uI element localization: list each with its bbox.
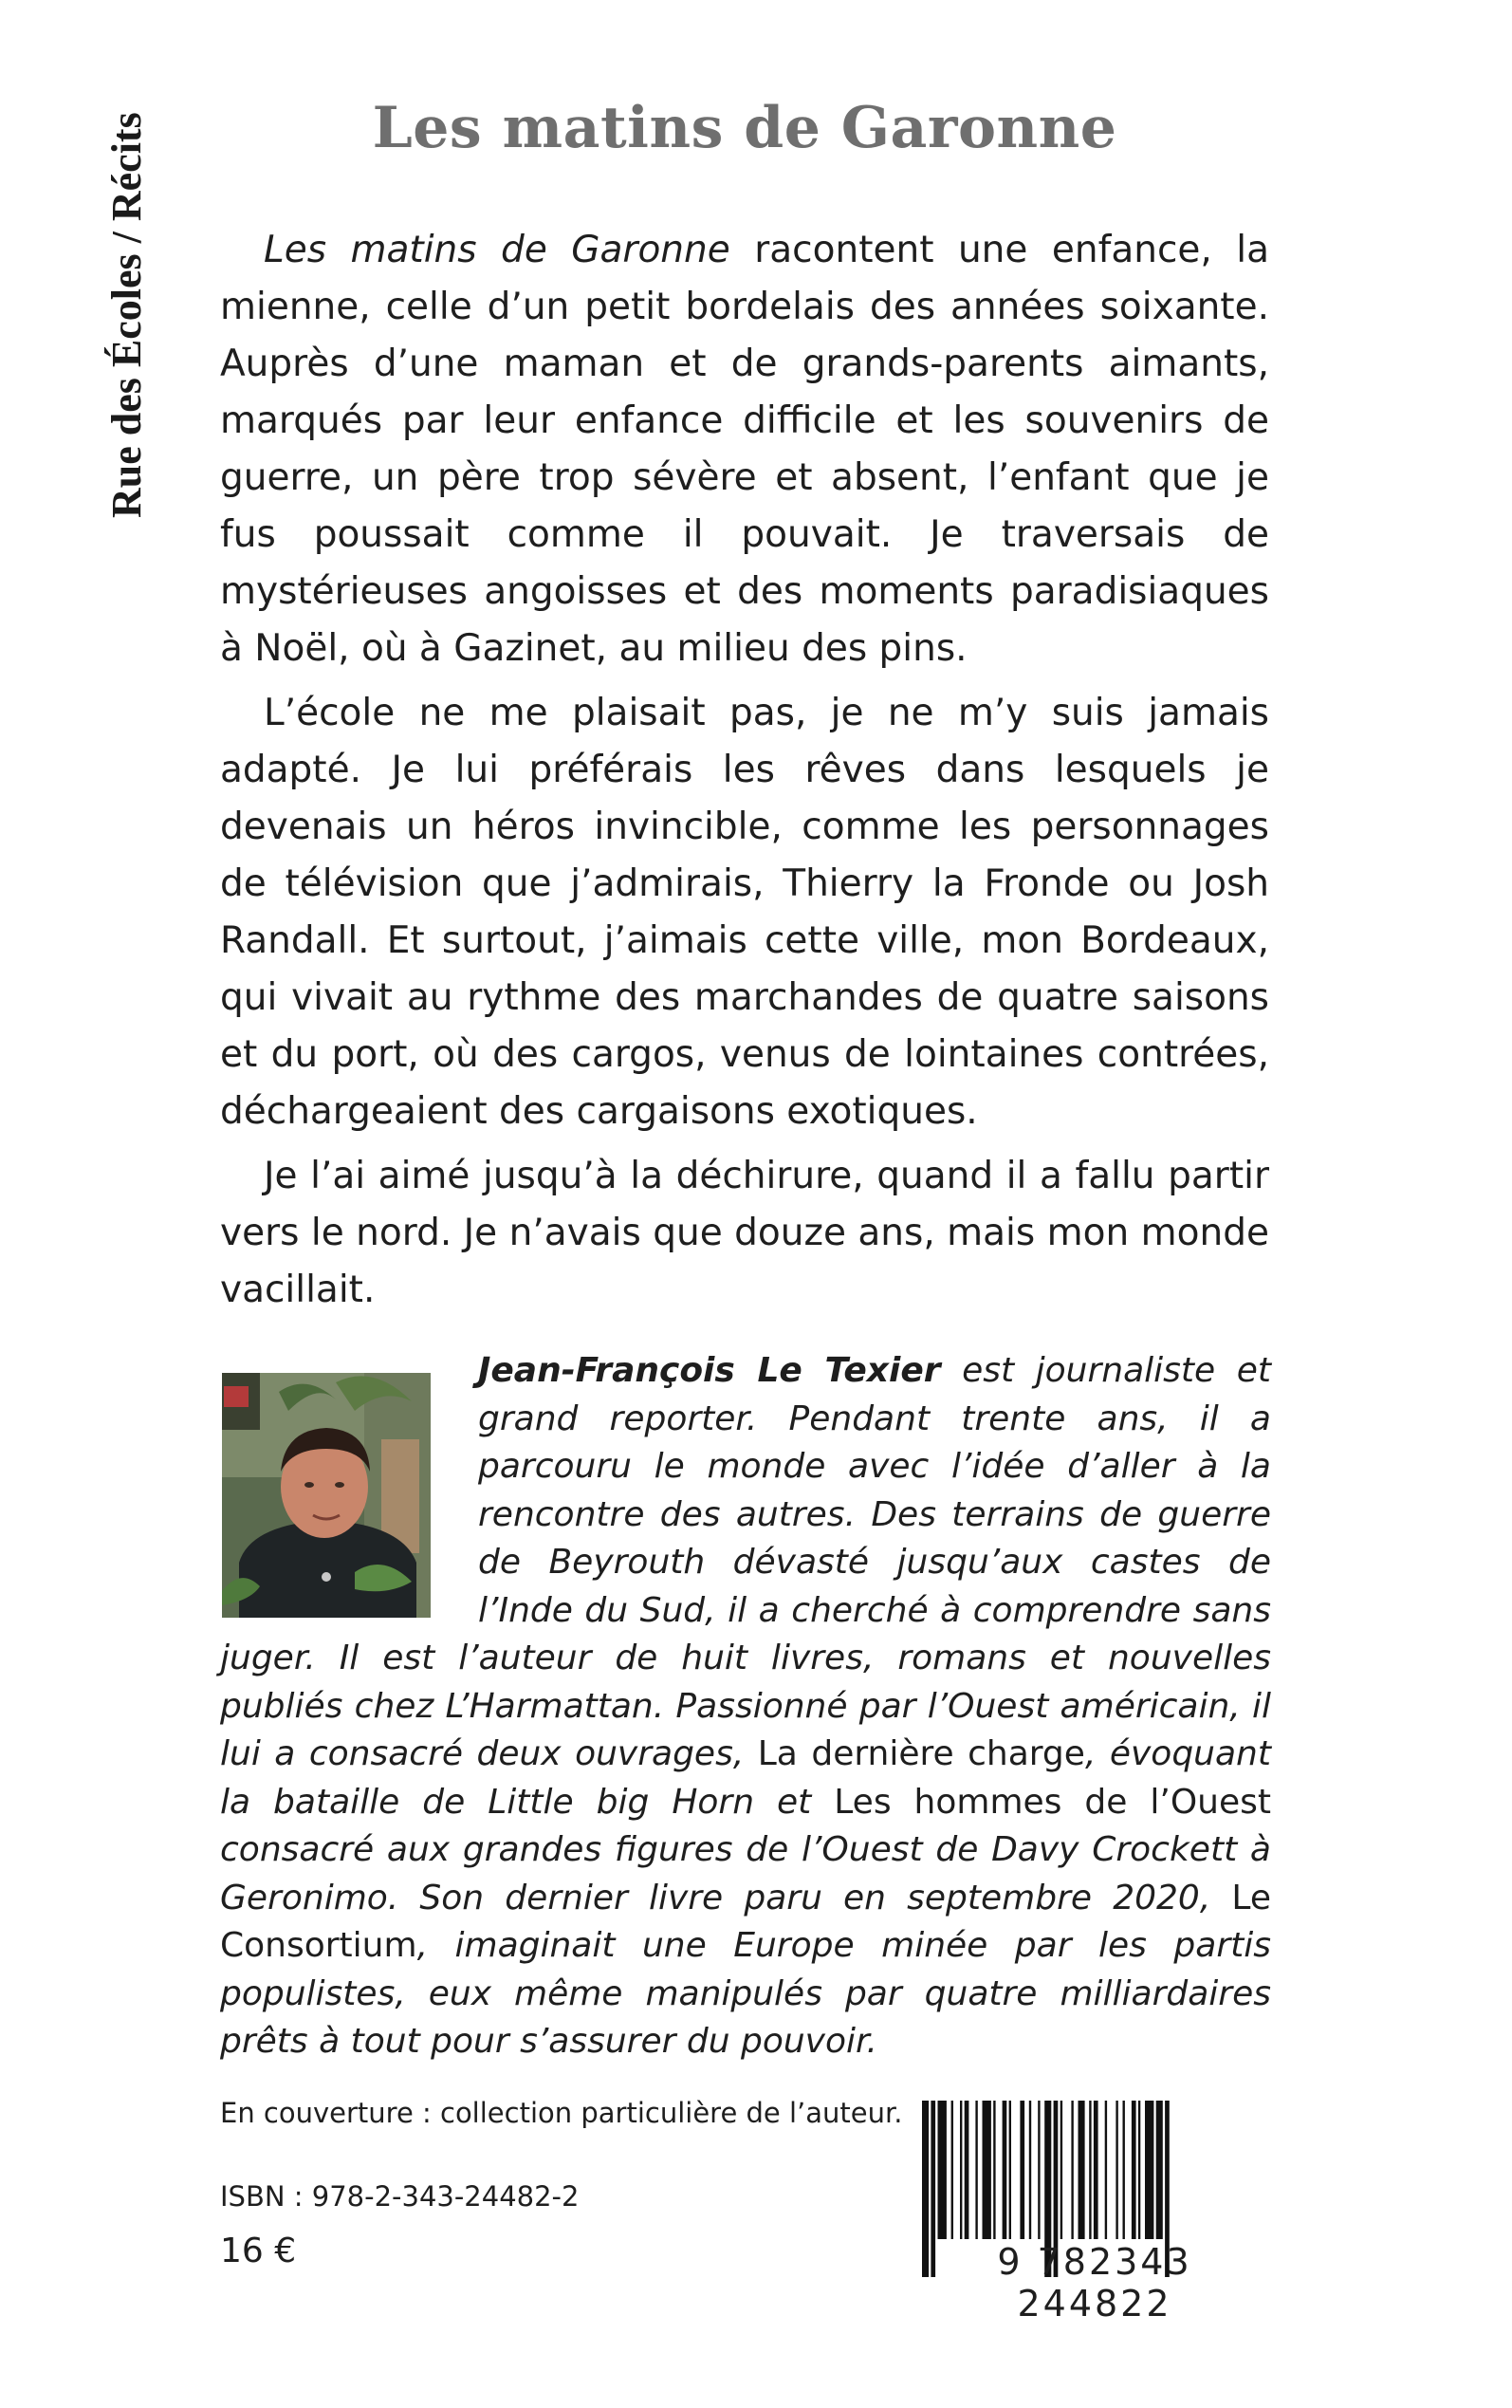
author-book-3: Le Consortium: [220, 1878, 1271, 1965]
barcode-bar: [1020, 2101, 1024, 2239]
barcode-bar: [1123, 2101, 1125, 2239]
barcode-bar: [1060, 2101, 1062, 2239]
author-bio-text-2: , évoquant la bataille de Little big Horn et: [220, 1734, 1271, 1822]
isbn: ISBN : 978-2-343-24482-2: [220, 2180, 580, 2213]
barcode-bar: [1156, 2101, 1163, 2239]
barcode-bar: [960, 2101, 962, 2239]
barcode-bar: [1145, 2101, 1153, 2239]
barcode-bar: [938, 2101, 947, 2239]
barcode-bar: [1003, 2101, 1007, 2239]
barcode-bar: [1009, 2101, 1011, 2239]
barcode-bar: [1029, 2101, 1031, 2239]
barcode-bar: [1116, 2101, 1117, 2239]
cover-credit: En couverture : collection particulière de l’auteur.: [220, 2097, 903, 2129]
author-bio-text-4: , imaginait une Europe minée par les partis populistes, eux même manipulés par quatre milliardaires prêts à tout pour s’assurer du pouvoir.: [220, 1926, 1271, 2061]
barcode-bar: [965, 2101, 969, 2239]
barcode-bar: [1138, 2101, 1140, 2239]
barcode-bar: [1105, 2101, 1107, 2239]
author-bio-text-1: est journaliste et grand reporter. Pendant trente ans, il a parcouru le monde avec l’idée d’aller à la rencontre des autres. Des terrains de guerre de Beyrouth dévasté jusqu’aux castes de l’Inde du Sud, il a cherché à comprendre sans juger. Il est l’auteur de huit livres, romans et nouvelles publiés chez L’Harmattan. Passionné par l’Ouest américain, il lui a consacré deux ouvrages,: [220, 1351, 1271, 1773]
barcode-digits: 9 782343 244822: [997, 2241, 1192, 2325]
synopsis-paragraph-1: [220, 222, 1269, 677]
book-title: Les matins de Garonne: [372, 95, 1117, 161]
barcode-bar: [1094, 2101, 1098, 2239]
author-photo: [222, 1373, 431, 1618]
barcode-bar: [1038, 2101, 1040, 2239]
author-bio-text-3: consacré aux grandes figures de l’Ouest de Davy Crockett à Geronimo. Son dernier livre paru en septembre 2020,: [220, 1830, 1271, 1917]
spine-collection-label: Rue des Écoles / Récits: [103, 112, 150, 518]
synopsis: [220, 222, 1269, 1319]
price: 16 €: [220, 2232, 297, 2270]
barcode-bar: [1079, 2101, 1085, 2239]
author-book-2: Les hommes de l’Ouest: [834, 1782, 1271, 1822]
barcode-bar: [1089, 2101, 1091, 2239]
barcode-bar: [975, 2101, 977, 2239]
barcode-bar: [993, 2101, 995, 2239]
barcode-bar: [951, 2101, 953, 2239]
barcode-bar: [1071, 2101, 1073, 2239]
author-book-1: La dernière charge: [757, 1734, 1085, 1773]
synopsis-title-reference: Les matins de Garonne: [264, 229, 730, 271]
author-name: Jean-François Le Texier: [478, 1351, 941, 1390]
synopsis-paragraph-2: L’école ne me plaisait pas, je ne m’y suis jamais adapté. Je lui préférais les rêves dans lesquels je devenais un héros invincible, comme les personnages de télévision que j’admirais, Thierry la Fronde ou Josh Randall. Et surtout, j’aimais cette ville, mon Bordeaux, qui vivait au rythme des marchandes de quatre saisons et du port, où des cargos, venus de lointaines contrées, déchargeaient des cargaisons exotiques.: [220, 692, 1269, 1133]
synopsis-paragraph-1-text: racontent une enfance, la mienne, celle d’un petit bordelais des années soixante. Auprès d’une maman et de grands-parents aimants, marqués par leur enfance difficile et les souvenirs de guerre, un père trop sévère et absent, l’enfant que je fus poussait comme il pouvait. Je traversais de mystérieuses angoisses et des moments paradisiaques à Noël, où à Gazinet, au milieu des pins.: [220, 229, 1269, 670]
synopsis-paragraph-3: Je l’ai aimé jusqu’à la déchirure, quand il a fallu partir vers le nord. Je n’avais que douze ans, mais mon monde vacillait.: [220, 1155, 1269, 1311]
barcode-bar: [983, 2101, 991, 2239]
barcode-bar: [1132, 2101, 1136, 2239]
